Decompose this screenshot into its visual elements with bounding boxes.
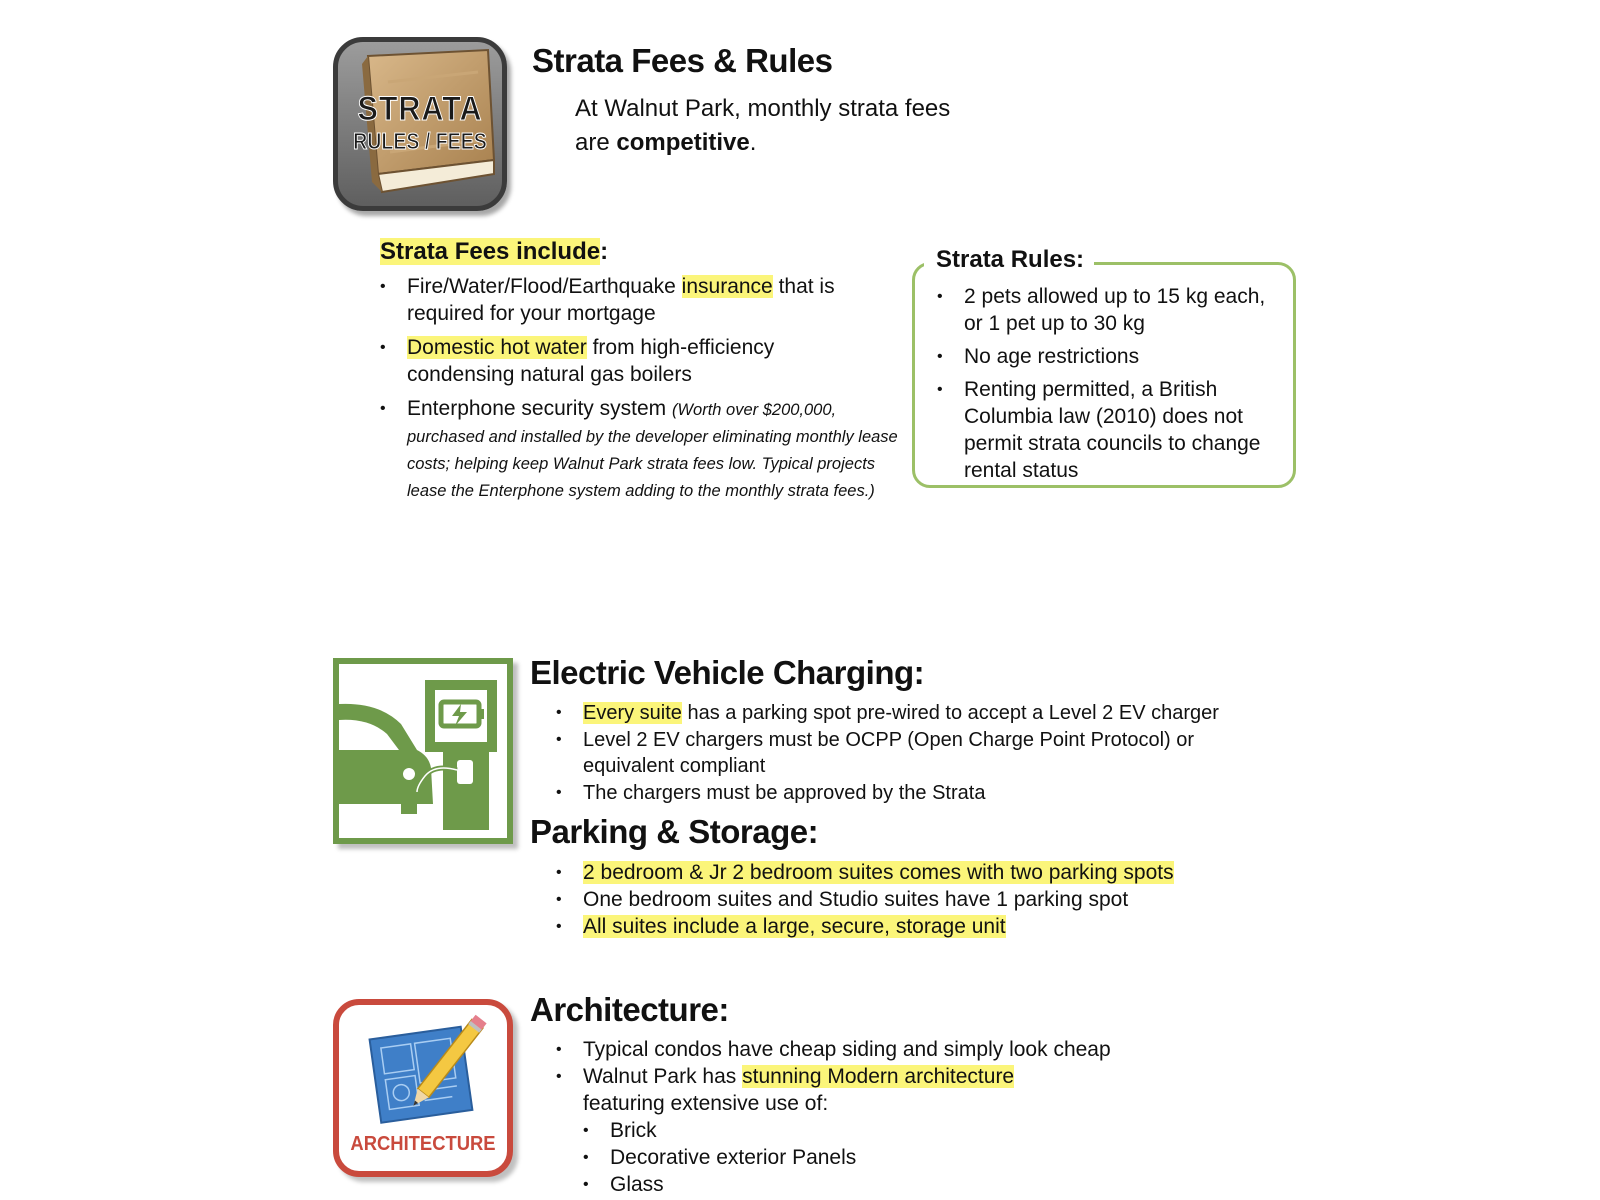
fees-list bbox=[380, 273, 900, 503]
materials-list bbox=[583, 1117, 983, 1198]
ev-charging-tile bbox=[333, 658, 513, 844]
ev-list bbox=[556, 700, 1246, 806]
material-glass: • Glass bbox=[583, 1171, 983, 1198]
strata-intro bbox=[575, 92, 950, 160]
rules-heading: Strata Rules: bbox=[924, 246, 1094, 274]
material-panels: • Decorative exterior Panels bbox=[583, 1144, 983, 1171]
architecture-icon-label: ARCHITECTURE bbox=[350, 1133, 496, 1155]
parking-item-one-spot: • One bedroom suites and Studio suites have 1 parking spot bbox=[556, 886, 1246, 913]
parking-list bbox=[556, 859, 1246, 940]
architecture-list bbox=[556, 1036, 1246, 1117]
intro-line-2: are competitive. bbox=[575, 129, 757, 156]
parking-title: Parking & Storage: bbox=[530, 813, 819, 850]
intro-line-1: At Walnut Park, monthly strata fees bbox=[575, 95, 951, 122]
icon-label-rules-fees: RULES / FEES bbox=[353, 128, 487, 154]
rules-list bbox=[937, 283, 1287, 484]
ev-item-approved: • The chargers must be approved by the Strata bbox=[556, 780, 1246, 807]
ev-item-pre-wired: • Every suite has a parking spot pre-wired to accept a Level 2 EV charger bbox=[556, 700, 1246, 727]
material-brick: • Brick bbox=[583, 1117, 983, 1144]
ev-charging-icon bbox=[339, 664, 507, 838]
rules-item-renting: • Renting permitted, a British Columbia law (2010) does not permit strata councils to change rental status bbox=[937, 376, 1287, 484]
rules-item-age: • No age restrictions bbox=[937, 343, 1287, 370]
architecture-title: Architecture: bbox=[530, 991, 729, 1028]
fees-item-enterphone: • Enterphone security system (Worth over $200,000, purchased and installed by the developer eliminating monthly lease costs; helping keep Walnut Park strata fees low. Typical projects lease the Enterphone system adding to the monthly strata fees.) bbox=[380, 395, 900, 503]
enterphone-note: (Worth over $200,000, purchased and installed by the developer eliminating monthly lease costs; helping keep Walnut Park strata fees low. Typical projects lease the Enterphone system adding to the monthly strata fees.) bbox=[407, 401, 898, 500]
architecture-item-walnut-park: • Walnut Park has stunning Modern architecture featuring extensive use of: bbox=[556, 1063, 1246, 1117]
parking-item-two-spots: • 2 bedroom & Jr 2 bedroom suites comes with two parking spots bbox=[556, 859, 1246, 886]
fees-heading: Strata Fees include: bbox=[380, 238, 609, 265]
icon-label-strata: STRATA bbox=[357, 90, 483, 128]
fees-item-hot-water: • Domestic hot water from high-efficiency condensing natural gas boilers bbox=[380, 334, 900, 388]
ev-title: Electric Vehicle Charging: bbox=[530, 654, 925, 691]
architecture-tile bbox=[333, 999, 513, 1177]
ev-item-ocpp: • Level 2 EV chargers must be OCPP (Open Charge Point Protocol) or equivalent compliant bbox=[556, 727, 1246, 780]
rules-item-pets: • 2 pets allowed up to 15 kg each, or 1 pet up to 30 kg bbox=[937, 283, 1287, 337]
intro-bold: competitive bbox=[616, 129, 750, 156]
architecture-item-typical: • Typical condos have cheap siding and simply look cheap bbox=[556, 1036, 1246, 1063]
parking-item-storage: • All suites include a large, secure, storage unit bbox=[556, 913, 1246, 940]
strata-rules-fees-icon bbox=[333, 37, 507, 211]
blueprint-pencil-icon bbox=[339, 1005, 507, 1135]
strata-title: Strata Fees & Rules bbox=[532, 42, 833, 79]
fees-item-insurance: • Fire/Water/Flood/Earthquake insurance that is required for your mortgage bbox=[380, 273, 900, 327]
